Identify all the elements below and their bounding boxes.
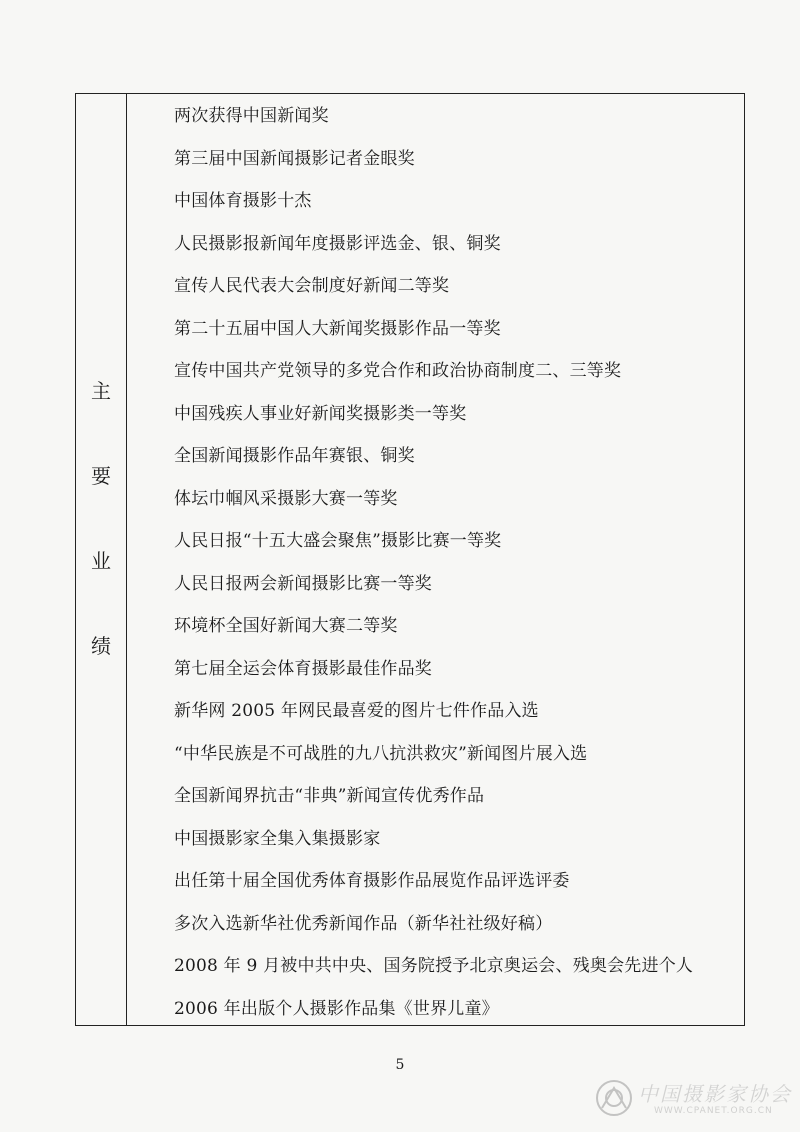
achievement-item: “中华民族是不可战胜的九八抗洪救灾”新闻图片展入选 xyxy=(174,743,588,764)
achievement-item: 全国新闻界抗击“非典”新闻宣传优秀作品 xyxy=(174,786,485,806)
achievements-table xyxy=(75,93,745,1026)
page-number: 5 xyxy=(395,1057,405,1073)
achievement-item: 人民摄影报新闻年度摄影评选金、银、铜奖 xyxy=(174,233,501,254)
achievement-item: 2008 年 9 月被中共中央、国务院授予北京奥运会、残奥会先进个人 xyxy=(174,956,694,976)
achievement-item: 宣传人民代表大会制度好新闻二等奖 xyxy=(174,276,450,296)
achievement-item: 中国残疾人事业好新闻奖摄影类一等奖 xyxy=(174,403,467,424)
column-divider xyxy=(126,94,127,1025)
achievement-item: 2006 年出版个人摄影作品集《世界儿童》 xyxy=(174,998,499,1019)
achievement-item: 第三届中国新闻摄影记者金眼奖 xyxy=(174,148,415,169)
section-label-char: 主 xyxy=(91,379,111,403)
watermark-url: WWW.CPANET.ORG.CN xyxy=(654,1106,773,1116)
achievement-item: 中国体育摄影十杰 xyxy=(174,191,312,211)
achievement-item: 多次入选新华社优秀新闻作品（新华社社级好稿） xyxy=(174,913,553,934)
achievement-item: 人民日报两会新闻摄影比赛一等奖 xyxy=(174,573,432,594)
achievement-item: 两次获得中国新闻奖 xyxy=(174,106,329,126)
achievement-item: 新华网 2005 年网民最喜爱的图片七件作品入选 xyxy=(174,701,539,721)
achievement-item: 第七届全运会体育摄影最佳作品奖 xyxy=(174,658,432,679)
association-logo-icon xyxy=(594,1078,634,1118)
watermark-name: 中国摄影家协会 xyxy=(638,1082,792,1106)
section-label-char: 业 xyxy=(91,549,111,573)
achievement-item: 出任第十届全国优秀体育摄影作品展览作品评选评委 xyxy=(174,871,570,891)
achievement-item: 人民日报“十五大盛会聚焦”摄影比赛一等奖 xyxy=(174,531,502,551)
achievement-list xyxy=(174,94,734,1030)
section-label xyxy=(76,376,126,716)
watermark xyxy=(594,1076,794,1124)
section-label-char: 绩 xyxy=(91,634,111,658)
achievement-item: 全国新闻摄影作品年赛银、铜奖 xyxy=(174,446,415,466)
achievement-item: 第二十五届中国人大新闻奖摄影作品一等奖 xyxy=(174,318,501,339)
section-label-char: 要 xyxy=(91,464,111,488)
achievement-item: 宣传中国共产党领导的多党合作和政治协商制度二、三等奖 xyxy=(174,361,622,381)
achievement-item: 中国摄影家全集入集摄影家 xyxy=(174,828,381,849)
achievement-item: 体坛巾帼风采摄影大赛一等奖 xyxy=(174,488,398,509)
achievement-item: 环境杯全国好新闻大赛二等奖 xyxy=(174,616,398,636)
